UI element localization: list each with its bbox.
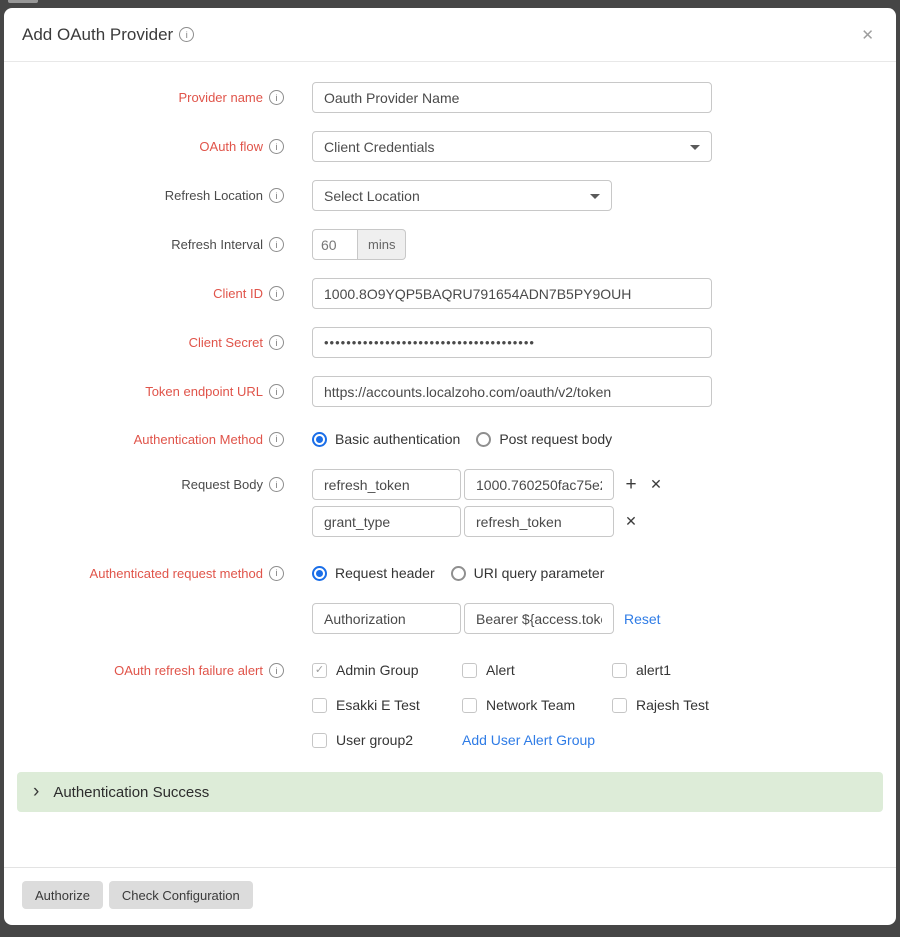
- checkbox-alert1[interactable]: [612, 662, 796, 678]
- authentication-method-label: [4, 432, 284, 447]
- refresh-interval-row: [4, 229, 896, 260]
- checkbox-icon: [312, 698, 327, 713]
- radio-request-header[interactable]: [312, 565, 435, 581]
- chevron-down-icon: [690, 145, 700, 150]
- request-body-value-input[interactable]: [464, 469, 614, 500]
- chevron-down-icon: [590, 194, 600, 199]
- info-icon[interactable]: i: [269, 237, 284, 252]
- oauth-refresh-failure-alert-label: [4, 663, 284, 678]
- info-icon[interactable]: i: [269, 286, 284, 301]
- authorize-button[interactable]: Authorize: [22, 881, 103, 909]
- modal-header: [4, 8, 896, 62]
- checkbox-icon: [312, 733, 327, 748]
- checkbox-icon: [312, 663, 327, 678]
- modal-body: [4, 62, 896, 867]
- client-secret-label-text: Client Secret: [188, 335, 263, 350]
- oauth-flow-label-text: OAuth flow: [199, 139, 263, 154]
- reset-link[interactable]: Reset: [624, 610, 661, 627]
- authenticated-request-method-field: [312, 565, 604, 581]
- provider-name-field: [312, 82, 712, 113]
- title-info-icon[interactable]: i: [179, 27, 194, 42]
- remove-row-icon[interactable]: ✕: [625, 513, 637, 529]
- authentication-method-field: [312, 431, 612, 447]
- refresh-location-row: [4, 180, 896, 211]
- refresh-location-select[interactable]: [312, 180, 612, 211]
- auth-header-field: [312, 603, 661, 634]
- request-body-kv-row: [312, 469, 664, 500]
- refresh-interval-field: [312, 229, 406, 260]
- refresh-location-label: [4, 188, 284, 203]
- client-id-field: [312, 278, 712, 309]
- info-icon[interactable]: i: [269, 566, 284, 581]
- request-body-row: [4, 469, 896, 537]
- request-body-kv-row: [312, 506, 639, 537]
- checkbox-icon: [462, 698, 477, 713]
- checkbox-icon: [612, 663, 627, 678]
- radio-basic-authentication[interactable]: [312, 431, 460, 447]
- info-icon[interactable]: i: [269, 432, 284, 447]
- refresh-interval-label-text: Refresh Interval: [171, 237, 263, 252]
- oauth-flow-select[interactable]: [312, 131, 712, 162]
- token-endpoint-url-label: [4, 384, 284, 399]
- refresh-interval-unit: mins: [358, 229, 406, 260]
- radio-icon: [312, 432, 327, 447]
- client-id-label-text: Client ID: [213, 286, 263, 301]
- checkbox-icon: [612, 698, 627, 713]
- check-icon: ✓: [314, 663, 325, 676]
- radio-label: URI query parameter: [473, 565, 605, 581]
- modal-footer: [4, 867, 896, 925]
- info-icon[interactable]: i: [269, 384, 284, 399]
- client-secret-label: [4, 335, 284, 350]
- info-icon[interactable]: i: [269, 477, 284, 492]
- checkbox-label: Rajesh Test: [636, 697, 709, 713]
- authenticated-request-method-row: [4, 565, 896, 581]
- close-icon[interactable]: ✕: [861, 26, 874, 44]
- client-id-row: [4, 278, 896, 309]
- client-id-input[interactable]: [312, 278, 712, 309]
- radio-label: Request header: [335, 565, 435, 581]
- oauth-flow-label: [4, 139, 284, 154]
- refresh-location-label-text: Refresh Location: [164, 188, 263, 203]
- checkbox-label: alert1: [636, 662, 672, 678]
- checkbox-network-team[interactable]: [462, 697, 612, 713]
- check-configuration-button[interactable]: Check Configuration: [109, 881, 253, 909]
- authenticated-request-method-label-text: Authenticated request method: [89, 565, 263, 581]
- radio-uri-query-parameter[interactable]: [451, 565, 605, 581]
- checkbox-label: Admin Group: [336, 662, 419, 678]
- client-secret-input[interactable]: [312, 327, 712, 358]
- authenticated-request-method-label: [4, 566, 284, 581]
- checkbox-label: Esakki E Test: [336, 697, 420, 713]
- add-oauth-provider-modal: [4, 8, 896, 925]
- provider-name-row: [4, 82, 896, 113]
- oauth-refresh-failure-alert-label-text: OAuth refresh failure alert: [114, 663, 263, 678]
- radio-icon: [451, 566, 466, 581]
- authentication-method-label-text: Authentication Method: [133, 431, 263, 447]
- token-endpoint-url-row: [4, 376, 896, 407]
- request-body-value-input[interactable]: [464, 506, 614, 537]
- authentication-method-row: [4, 431, 896, 447]
- token-endpoint-url-label-text: Token endpoint URL: [145, 384, 263, 399]
- checkbox-label: Network Team: [486, 697, 576, 713]
- checkbox-user-group2[interactable]: [312, 732, 462, 748]
- oauth-flow-row: [4, 131, 896, 162]
- request-body-key-input[interactable]: [312, 506, 461, 537]
- request-body-field: [312, 469, 664, 537]
- auth-header-row: [4, 603, 896, 634]
- info-icon[interactable]: i: [269, 139, 284, 154]
- refresh-interval-input[interactable]: [312, 229, 358, 260]
- provider-name-input[interactable]: [312, 82, 712, 113]
- refresh-location-field: [312, 180, 612, 211]
- background-page-edge: [8, 0, 38, 3]
- oauth-flow-field: [312, 131, 712, 162]
- chevron-right-icon: ›: [33, 780, 40, 802]
- refresh-interval-label: [4, 237, 284, 252]
- request-body-label-text: Request Body: [181, 477, 263, 492]
- oauth-flow-selected-value: Client Credentials: [324, 138, 435, 155]
- info-icon[interactable]: i: [269, 188, 284, 203]
- alert-groups-field: [312, 662, 796, 748]
- client-secret-field: [312, 327, 712, 358]
- info-icon[interactable]: i: [269, 663, 284, 678]
- auth-header-key-input[interactable]: [312, 603, 461, 634]
- authentication-success-panel[interactable]: [17, 772, 883, 812]
- radio-label: Basic authentication: [335, 431, 461, 447]
- radio-icon: [312, 566, 327, 581]
- client-secret-row: [4, 327, 896, 358]
- auth-header-value-input[interactable]: [464, 603, 614, 634]
- remove-row-icon[interactable]: ✕: [650, 476, 662, 492]
- provider-name-label-text: Provider name: [178, 90, 263, 105]
- request-body-label: [4, 477, 284, 492]
- checkbox-rajesh-test[interactable]: [612, 697, 796, 713]
- token-endpoint-url-input[interactable]: [312, 376, 712, 407]
- radio-post-request-body[interactable]: [476, 431, 612, 447]
- info-icon[interactable]: i: [269, 335, 284, 350]
- checkbox-admin-group[interactable]: [312, 662, 462, 678]
- add-row-icon[interactable]: +: [625, 473, 637, 495]
- alert-groups-grid: [312, 662, 796, 748]
- provider-name-label: [4, 90, 284, 105]
- refresh-location-selected-value: Select Location: [324, 187, 420, 204]
- checkbox-icon: [462, 663, 477, 678]
- auth-header-kv-row: [312, 603, 661, 634]
- checkbox-alert[interactable]: [462, 662, 612, 678]
- client-id-label: [4, 286, 284, 301]
- radio-icon: [476, 432, 491, 447]
- add-user-alert-group-link[interactable]: Add User Alert Group: [462, 732, 596, 748]
- checkbox-label: Alert: [486, 662, 515, 678]
- checkbox-label: User group2: [336, 732, 414, 748]
- authentication-success-label: Authentication Success: [53, 783, 210, 801]
- modal-title: Add OAuth Provider: [22, 24, 174, 44]
- oauth-refresh-failure-alert-row: [4, 662, 896, 748]
- token-endpoint-url-field: [312, 376, 712, 407]
- request-body-key-input[interactable]: [312, 469, 461, 500]
- checkbox-esakki-e-test[interactable]: [312, 697, 462, 713]
- info-icon[interactable]: i: [269, 90, 284, 105]
- radio-label: Post request body: [499, 431, 613, 447]
